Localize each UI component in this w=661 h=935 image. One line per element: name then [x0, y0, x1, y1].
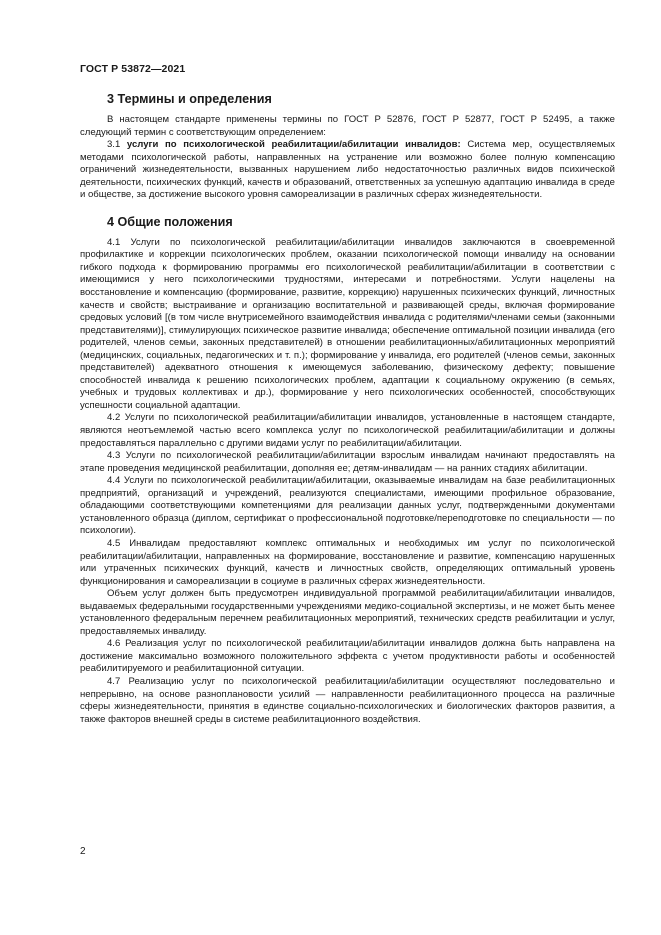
section-3-title: 3 Термины и определения: [107, 92, 272, 106]
paragraph-4-5-volume: Объем услуг должен быть предусмотрен индивидуальной программой реабилитации/абилитации инвалидов, выдаваемых федеральными государственными учреждениями медико-социальной экспертизы, и не может быть менее установленного федеральным перечнем реабилитационных мероприятий, технических средств реабилитации и услуг, предоставляемых инвалиду.: [80, 588, 615, 637]
paragraph-4-7: 4.7 Реализацию услуг по психологической реабилитации/абилитации осуществляют последовательно и непрерывно, на основе разноплановости усилий — направленности реабилитационного процесса на различные сферы жизнедеятельности, принятия в единстве социально-психологических и биологических факторов развития, а также факторов внешней среды в системе реабилитационного воздействия.: [80, 675, 615, 725]
paragraph-4-6: 4.6 Реализация услуг по психологической реабилитации/абилитации инвалидов должна быть направлена на достижение максимально возможного положительного эффекта с учетом продуктивности работы и особенностей реабилитируемого и реабилитационной ситуации.: [80, 638, 615, 675]
term-3-1: [80, 139, 615, 202]
standard-code-header: ГОСТ Р 53872—2021: [80, 63, 186, 75]
paragraph-4-2: 4.2 Услуги по психологической реабилитации/абилитации инвалидов, установленные в настоящем стандарте, являются неотъемлемой частью всего комплекса услуг по психологической реабилитации/абилитации и должны предоставляться параллельно с другими видами услуг по реабилитации/абилитации.: [80, 412, 615, 449]
page-number: 2: [80, 846, 86, 857]
term-number: 3.1: [107, 139, 121, 151]
section-3-intro: В настоящем стандарте применены термины по ГОСТ Р 52876, ГОСТ Р 52877, ГОСТ Р 52495, а также следующий термин с соответствующим определением:: [80, 114, 615, 138]
term-name: услуги по психологической реабилитации/абилитации инвалидов:: [126, 139, 461, 151]
paragraph-4-4: 4.4 Услуги по психологической реабилитации/абилитации, оказываемые инвалидам на базе реабилитационных предприятий, организаций и учреждений, реализуются специалистами, имеющими профильное образование, обладающими соответствующими компетенциями для реализации данных услуг, подтвержденными документами установленного образца (диплом, сертификат о профессиональной подготовке/переподготовке по специальности — по психологии).: [80, 475, 615, 537]
term-definition: Система мер, осуществляемых методами психологической работы, направленных на устранение или возможно более полную компенсацию ограничений жизнедеятельности, вызванных нарушением либо недостаточностью различных видов психической деятельности, психических функций, качеств и образований, ответственных за успешную адаптацию инвалида в среде и обществе, за достижение высокого уровня самореализации в различных сферах жизнедеятельности.: [80, 139, 616, 201]
paragraph-4-3: 4.3 Услуги по психологической реабилитации/абилитации взрослым инвалидам начинают предоставлять на этапе проведения медицинской реабилитации, дополняя ее; детям-инвалидам — на ранних стадиях абилитации.: [80, 450, 615, 474]
paragraph-4-5: 4.5 Инвалидам предоставляют комплекс оптимальных и необходимых им услуг по психологической реабилитации/абилитации, направленных на формирование, восстановление и развитие, компенсацию нарушенных или утраченных психических функций, качеств и личностных свойств, определяющих оптимальный уровень функционирования и самореализации в социуме в различных сферах жизнедеятельности.: [80, 537, 615, 587]
document-body: [80, 92, 615, 726]
section-4-title: 4 Общие положения: [107, 214, 233, 229]
paragraph-4-1: 4.1 Услуги по психологической реабилитации/абилитации инвалидов заключаются в своевременной профилактике и коррекции психологических проблем, оказании психологической помощи инвалиду на основании гибкого подхода к формированию программы его психологической реабилитации/абилитации в соответствии с имеющимися у него психологическими трудностями, интересами и потребностями. Услуги нацелены на восстановление и компенсацию (формирование, развитие, коррекцию) нарушенных психических функций, личностных качеств и свойств; выстраивание и организацию воспитательной и развивающей среды, включая формирование средовых условий [(в том числе внутрисемейного взаимодействия инвалида с родителями/членами семьи (законными представителями)], стимулирующих психическое развитие инвалида; обеспечение оптимальной позиции инвалида (его родителей, членов семьи, законных представителей) в отношении реабилитационных/абилитационных мероприятий (медицинских, социальных, педагогических и т. п.); формирование у инвалида, его родителей (членов семьи, законных представителей) адекватного отношения к имеющемуся заболеванию, физическому дефекту; повышение способностей инвалида к решению психологических проблем, адаптации к социальному окружению (в семьях, учебных и трудовых коллективах и др.), формирование у него психологических особенностей, способствующих успешности социальной адаптации.: [80, 236, 615, 411]
